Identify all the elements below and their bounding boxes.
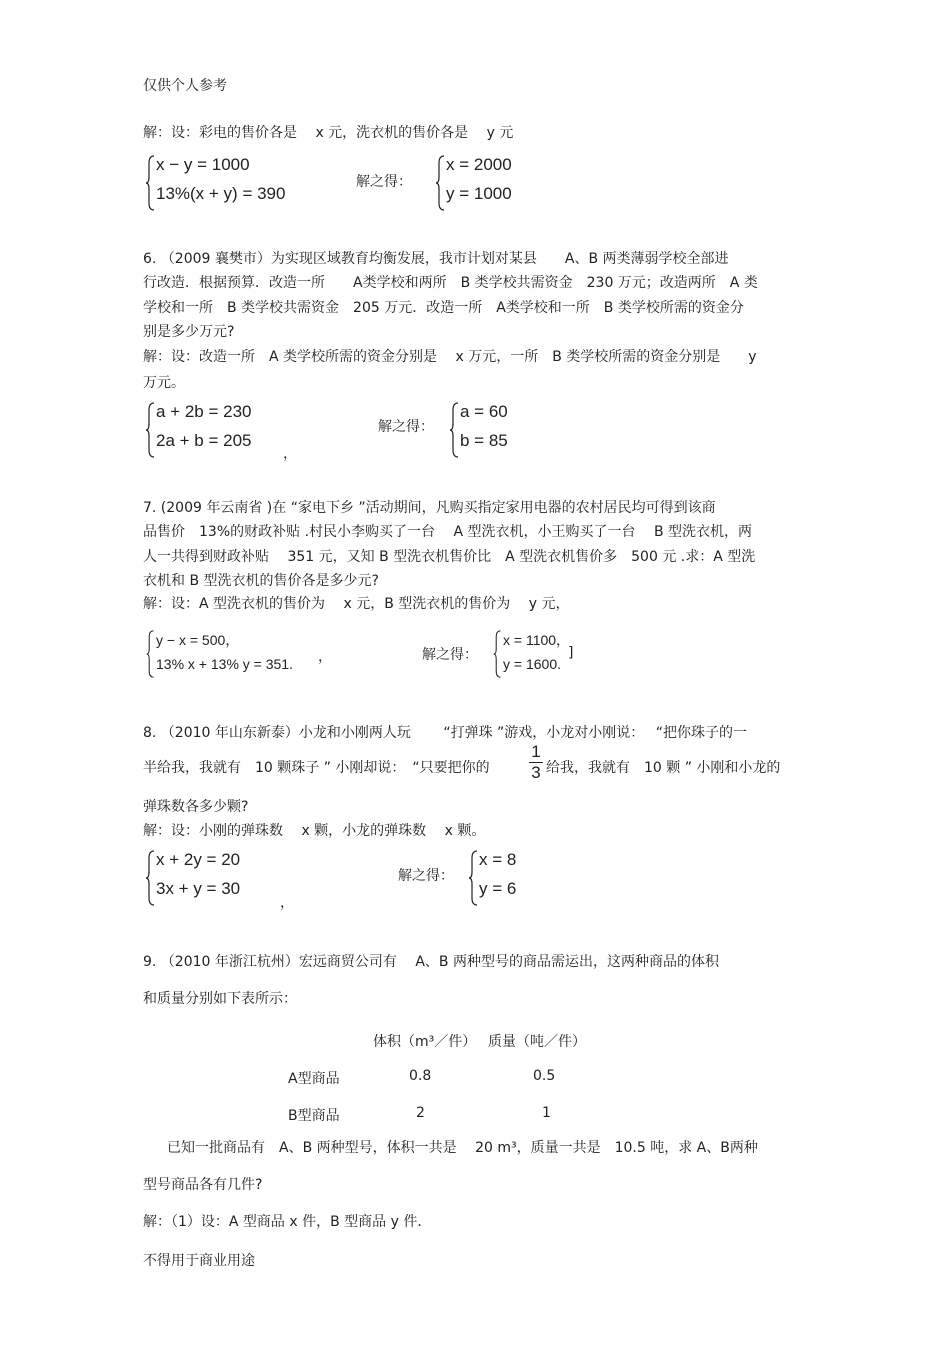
p6-line6: 万元。 bbox=[143, 375, 185, 391]
p7-eq1: y − x = 500， bbox=[156, 632, 240, 648]
p5-eq2: 13%(x + y) = 390 bbox=[156, 184, 286, 203]
p6-line3: 学校和一所 B 类学校共需资金 205 万元．改造一所 A类学校和一所 B 类学校所需的资金分 bbox=[143, 300, 744, 316]
left-brace-icon bbox=[436, 155, 445, 211]
left-brace-icon bbox=[146, 850, 155, 906]
p7-res1: x = 1100， bbox=[503, 632, 571, 648]
p7-line3: 人一共得到财政补贴 351 元，又知 B 型洗衣机售价比 A 型洗衣机售价多 500 元 .求：A 型洗 bbox=[143, 549, 756, 565]
p8-fraction-numerator: 1 bbox=[531, 742, 541, 761]
p6-line2: 行改造．根据预算．改造一所 A类学校和两所 B 类学校共需资金 230 万元；改造两所 A 类 bbox=[143, 275, 758, 291]
p6-line5: 解：设：改造一所 A 类学校所需的资金分别是 x 万元，一所 B 类学校所需的资金分别是 y bbox=[143, 349, 757, 365]
p8-line2a: 半给我，我就有 10 颗珠子 ” 小刚却说： “只要把你的 bbox=[143, 760, 490, 776]
p8-fraction-denominator: 3 bbox=[531, 763, 541, 782]
p6-res1: a = 60 bbox=[460, 402, 508, 421]
p5-solve-label: 解之得： bbox=[356, 174, 412, 190]
left-brace-icon bbox=[493, 630, 502, 678]
p7-res2: y = 1600. bbox=[503, 656, 561, 672]
p5-solution-setup: 解：设：彩电的售价各是 x 元，洗衣机的售价各是 y 元 bbox=[143, 125, 514, 141]
p8-line4: 解：设：小刚的弹珠数 x 颗，小龙的弹珠数 x 颗。 bbox=[143, 823, 486, 839]
p8-fraction bbox=[529, 743, 543, 782]
p8-line1: 8. （2010 年山东新泰）小龙和小刚两人玩 “打弹珠 ”游戏，小龙对小刚说： “把你珠子的一 bbox=[143, 725, 747, 741]
table-cell-mass: 1 bbox=[542, 1105, 551, 1121]
p7-line5: 解：设：A 型洗衣机的售价为 x 元，B 型洗衣机的售价为 y 元， bbox=[143, 596, 570, 612]
p8-eq2: 3x + y = 30 bbox=[156, 879, 241, 898]
p7-comma: ， bbox=[318, 649, 332, 665]
p9-line3: 已知一批商品有 A、B 两种型号，体积一共是 20 m³，质量一共是 10.5 吨，求 A、B两种 bbox=[167, 1140, 758, 1156]
table-cell-mass: 0.5 bbox=[533, 1068, 556, 1084]
p9-line5: 解：（1）设：A 型商品 x 件，B 型商品 y 件． bbox=[143, 1214, 432, 1230]
p8-solve-label: 解之得： bbox=[398, 868, 454, 884]
p6-eq1: a + 2b = 230 bbox=[156, 402, 252, 421]
p7-solve-label: 解之得： bbox=[422, 647, 478, 663]
left-brace-icon bbox=[146, 630, 155, 678]
p7-eq2: 13% x + 13% y = 351. bbox=[156, 656, 293, 672]
p8-line2b: 给我，我就有 10 颗 ” 小刚和小龙的 bbox=[546, 760, 781, 776]
table-cell-name: A型商品 bbox=[288, 1071, 340, 1087]
left-brace-icon bbox=[469, 850, 478, 906]
table-header-mass: 质量（吨／件） bbox=[488, 1034, 586, 1050]
p6-solve-label: 解之得： bbox=[378, 419, 434, 435]
left-brace-icon bbox=[146, 155, 155, 211]
p5-res1: x = 2000 bbox=[446, 155, 512, 174]
p7-bracket: ] bbox=[568, 645, 574, 661]
p6-comma: ， bbox=[283, 446, 297, 462]
p6-eq2: 2a + b = 205 bbox=[156, 431, 252, 450]
left-brace-icon bbox=[146, 402, 155, 458]
p8-comma: ， bbox=[280, 895, 294, 911]
table-cell-volume: 2 bbox=[416, 1105, 425, 1121]
page-header: 仅供个人参考 bbox=[143, 78, 227, 94]
p8-res2: y = 6 bbox=[479, 879, 517, 898]
p7-line1: 7. (2009 年云南省 )在 “家电下乡 ”活动期间，凡购买指定家用电器的农村居民均可得到该商 bbox=[143, 500, 716, 516]
p6-line1: 6. （2009 襄樊市）为实现区域教育均衡发展，我市计划对某县 A、B 两类薄弱学校全部进 bbox=[143, 251, 729, 267]
p5-eq1: x − y = 1000 bbox=[156, 155, 250, 174]
left-brace-icon bbox=[450, 402, 459, 458]
p9-line2: 和质量分别如下表所示： bbox=[143, 991, 297, 1007]
table-cell-name: B型商品 bbox=[288, 1108, 340, 1124]
p9-line1: 9. （2010 年浙江杭州）宏远商贸公司有 A、B 两种型号的商品需运出，这两种商品的体积 bbox=[143, 954, 719, 970]
p6-res2: b = 85 bbox=[460, 431, 508, 450]
p5-res2: y = 1000 bbox=[446, 184, 512, 203]
p9-line4: 型号商品各有几件? bbox=[143, 1177, 263, 1193]
page-footer: 不得用于商业用途 bbox=[143, 1253, 255, 1269]
table-header-volume: 体积（m³／件） bbox=[373, 1034, 477, 1050]
p6-line4: 别是多少万元? bbox=[143, 324, 235, 340]
p8-line3: 弹珠数各多少颗? bbox=[143, 799, 249, 815]
p7-line4: 衣机和 B 型洗衣机的售价各是多少元? bbox=[143, 573, 379, 589]
p8-res1: x = 8 bbox=[479, 850, 517, 869]
p8-eq1: x + 2y = 20 bbox=[156, 850, 241, 869]
table-cell-volume: 0.8 bbox=[409, 1068, 432, 1084]
p7-line2: 品售价 13%的财政补贴 .村民小李购买了一台 A 型洗衣机，小王购买了一台 B 型洗衣机，两 bbox=[143, 524, 752, 540]
